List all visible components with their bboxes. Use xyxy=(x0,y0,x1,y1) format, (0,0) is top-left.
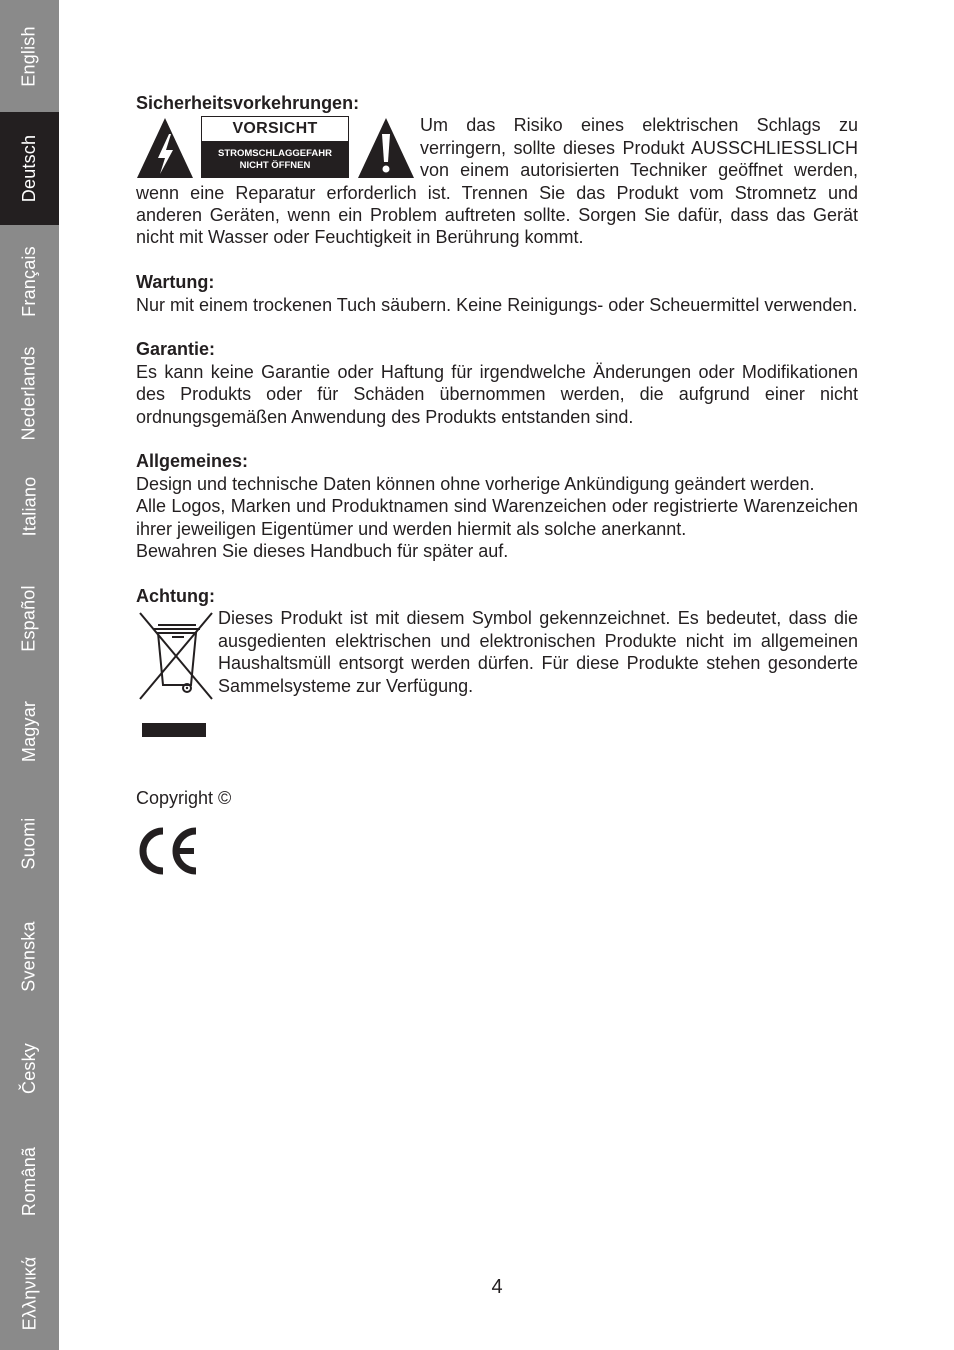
lightning-warning-icon xyxy=(136,116,194,180)
general-text-3: Bewahren Sie dieses Handbuch für später auf. xyxy=(136,541,509,562)
attention-body xyxy=(136,607,858,717)
general-section xyxy=(136,450,858,562)
lang-tab-francais[interactable] xyxy=(0,225,59,337)
page-number: 4 xyxy=(491,1276,503,1298)
safety-body xyxy=(136,114,858,248)
general-heading: Allgemeines: xyxy=(136,451,249,472)
copyright-text: Copyright © xyxy=(136,788,232,808)
weee-icon-wrap xyxy=(136,607,218,717)
crossed-bin-icon xyxy=(136,607,218,743)
lang-label: English xyxy=(19,25,39,87)
lang-label: Español xyxy=(19,585,40,652)
safety-text: Um das Risiko eines elektrischen Schlags zu verringern, sollte dieses Produkt AUSSCHLIESSLICH von einem autorisierten Techniker geöffnet werden, wenn eine Reparatur erforderlich ist. Trennen Sie das Produkt vom Stromnetz und anderen Geräten, wenn ein Problem auftreten sollte. Sorgen Sie dafür, dass das Gerät nicht mit Wasser oder Feuchtigkeit in Berührung kommt. xyxy=(136,115,858,248)
lang-label: Nederlands xyxy=(19,346,39,441)
maintenance-section xyxy=(136,271,858,316)
lang-label: Svenska xyxy=(19,920,40,992)
lang-tab-deutsch[interactable] xyxy=(0,112,59,225)
lang-tab-svenska[interactable] xyxy=(0,900,59,1012)
page-content xyxy=(136,92,858,717)
lang-tab-romana[interactable] xyxy=(0,1125,59,1237)
lang-label: Français xyxy=(19,245,39,317)
lang-tab-english[interactable] xyxy=(0,0,59,112)
warranty-section xyxy=(136,338,858,428)
lang-label: Românã xyxy=(19,1146,39,1216)
safety-section xyxy=(136,92,858,249)
caution-line-2: NICHT ÖFFNEN xyxy=(239,160,311,172)
lang-label: Ελληνικά xyxy=(19,1256,39,1331)
lang-tab-suomi[interactable] xyxy=(0,787,59,900)
caution-subtitle xyxy=(202,141,348,177)
attention-text: Dieses Produkt ist mit diesem Symbol gekennzeichnet. Es bedeutet, dass die ausgedienten elektrischen und elektronischen Produkte nicht im allgemeinen Haushaltsmüll entsorgt werden dürfen. Für diese Produkte stehen gesonderte Sammelsysteme zur Verfügung. xyxy=(218,608,858,696)
general-text-2: Alle Logos, Marken und Produktnamen sind Warenzeichen oder registrierte Warenzeichen ihrer jeweiligen Eigentümer und werden hiermit als solche anerkannt. xyxy=(136,496,858,539)
language-tab-strip xyxy=(0,0,59,1350)
safety-heading: Sicherheitsvorkehrungen: xyxy=(136,93,360,113)
lang-tab-italiano[interactable] xyxy=(0,450,59,562)
lang-tab-cesky[interactable] xyxy=(0,1012,59,1125)
lang-tab-nederlands[interactable] xyxy=(0,337,59,450)
attention-heading: Achtung: xyxy=(136,585,215,606)
lang-tab-magyar[interactable] xyxy=(0,675,59,787)
caution-line-1: STROMSCHLAGGEFAHR xyxy=(218,148,332,160)
warranty-heading: Garantie: xyxy=(136,339,216,360)
warranty-text: Es kann keine Garantie oder Haftung für irgendwelche Änderungen oder Modifikationen des Produkts oder für Schäden übernommen werden, die aufgrund einer nicht ordnungsgemäßen Anwendung des Produkts entstanden sind. xyxy=(136,361,858,427)
caution-title: VORSICHT xyxy=(232,120,318,138)
maintenance-text: Nur mit einem trockenen Tuch säubern. Keine Reinigungs- oder Scheuermittel verwenden. xyxy=(136,294,858,315)
safety-icons xyxy=(136,114,420,181)
general-text-1: Design und technische Daten können ohne vorherige Ankündigung geändert werden. xyxy=(136,473,815,494)
exclamation-warning-icon xyxy=(357,116,415,180)
maintenance-heading: Wartung: xyxy=(136,272,215,293)
lang-label: Deutsch xyxy=(19,134,39,203)
lang-label: Italiano xyxy=(19,476,39,536)
lang-label: Magyar xyxy=(19,700,40,762)
caution-label-box xyxy=(201,116,349,178)
lang-label: Suomi xyxy=(19,817,39,870)
lang-tab-espanol[interactable] xyxy=(0,562,59,675)
ce-mark-icon xyxy=(136,826,198,876)
attention-section xyxy=(136,585,858,717)
lang-label: Česky xyxy=(18,1042,39,1095)
